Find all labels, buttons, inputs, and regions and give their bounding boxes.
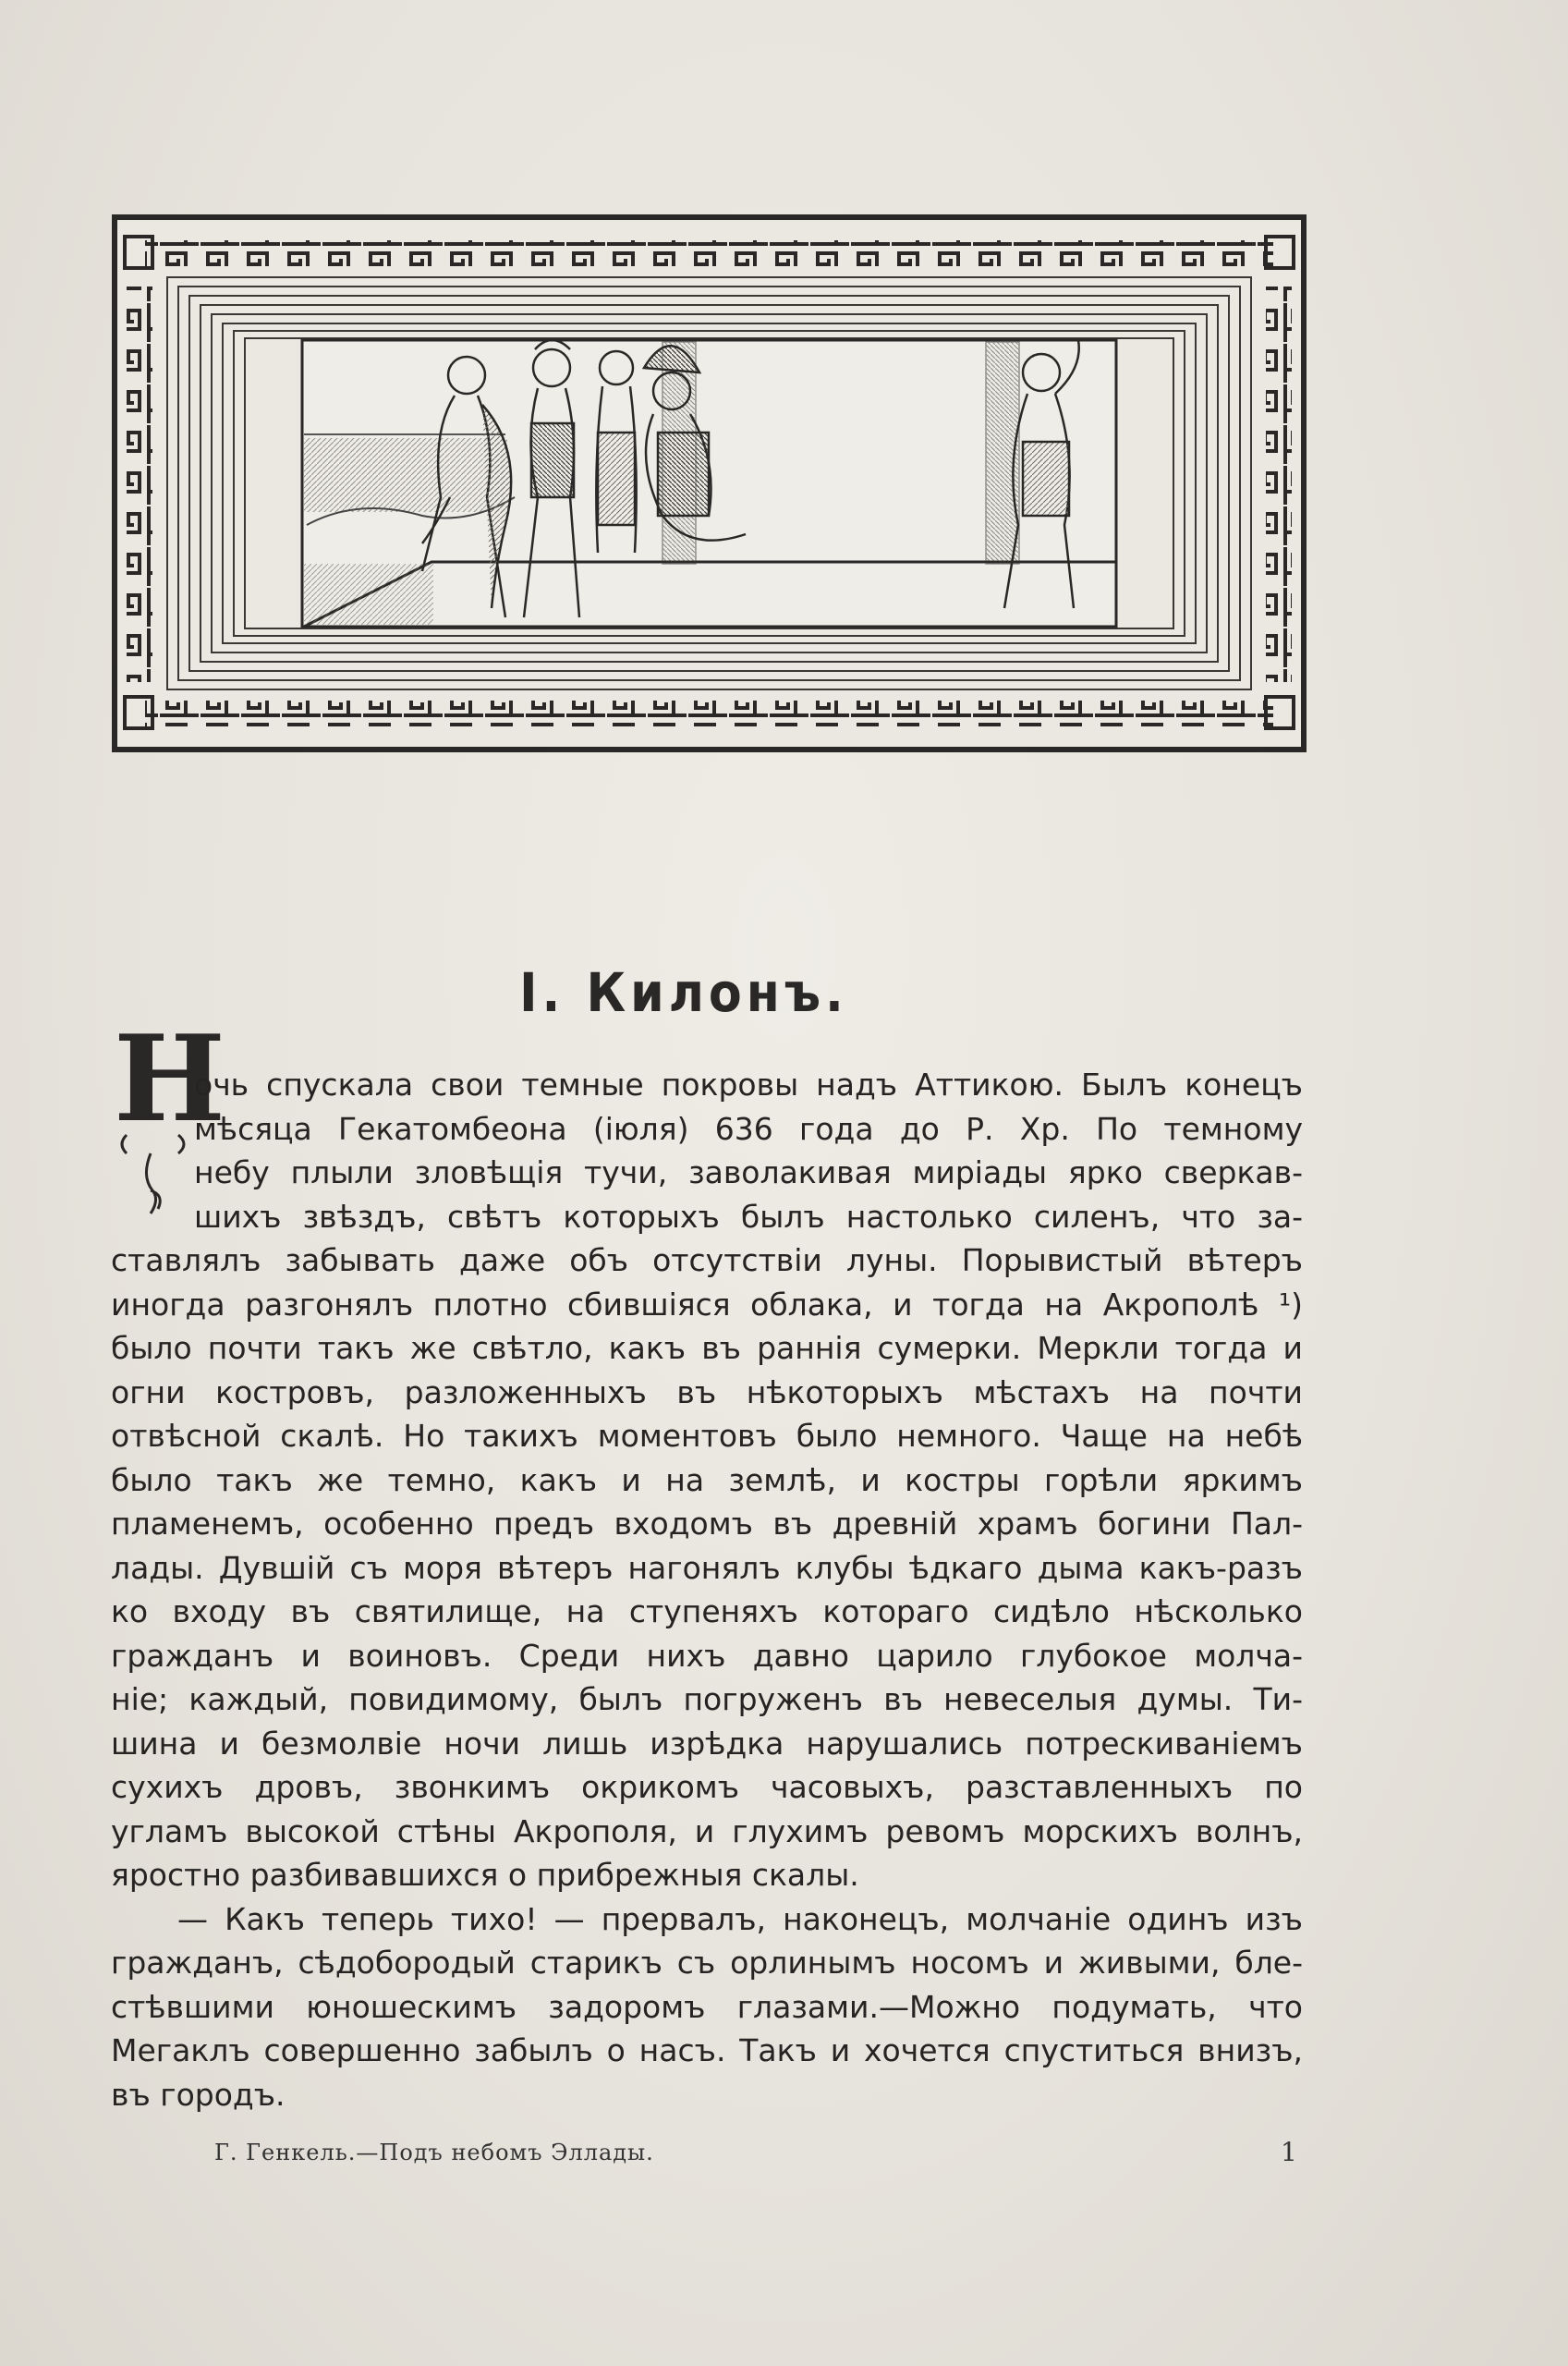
text-line: лады. Дувшій съ моря вѣтеръ нагонялъ клубы ѣдкаго дыма какъ-разъ [111,1549,1303,1586]
running-footer-title: Г. Генкель.—Подъ небомъ Эллады. [214,2140,654,2165]
chapter-body-text [111,1063,1303,2116]
text-line: гражданъ, сѣдобородый старикъ съ орлинымъ носомъ и живыми, бле- [111,1945,1303,1981]
text-line: очь спускала свои темные покровы надъ Аттикою. Былъ конецъ [194,1067,1303,1103]
text-line: въ городъ. [111,2076,286,2113]
text-line: шихъ звѣздъ, свѣтъ которыхъ былъ настолько силенъ, что за- [194,1198,1303,1235]
text-line: ко входу въ святилище, на ступеняхъ котораго сидѣло нѣсколько [111,1593,1303,1629]
text-line: угламъ высокой стѣны Акрополя, и глухимъ ревомъ морскихъ волнъ, [111,1812,1303,1849]
text-line: ставлялъ забывать даже объ отсутствіи луны. Порывистый вѣтеръ [111,1242,1303,1278]
text-line: мѣсяца Гекатомбеона (іюля) 636 года до Р. Хр. По темному [194,1110,1303,1147]
text-line: яростно разбивавшихся о прибрежныя скалы. [111,1857,859,1893]
text-line: было почти такъ же свѣтло, какъ въ раннія сумерки. Меркли тогда и [111,1330,1303,1366]
text-line: иногда разгонялъ плотно сбившіяся облака, и тогда на Акрополѣ ¹) [111,1286,1303,1323]
text-line: огни костровъ, разложенныхъ въ нѣкоторыхъ мѣстахъ на почти [111,1373,1303,1410]
text-line: шина и безмолвіе ночи лишь изрѣдка нарушались потрескиваніемъ [111,1725,1303,1762]
text-line: было такъ же темно, какъ и на землѣ, и костры горѣли яркимъ [111,1461,1303,1498]
drop-cap-letter: Н [114,1010,225,1149]
text-line: сухихъ дровъ, звонкимъ окрикомъ часовыхъ, разставленныхъ по [111,1769,1303,1805]
text-line: отвѣсной скалѣ. Но такихъ моментовъ было немного. Чаще на небѣ [111,1418,1303,1454]
chapter-title: I. Килонъ. [519,961,848,1024]
text-line: гражданъ и воиновъ. Среди нихъ давно царило глубокое молча- [111,1637,1303,1674]
page-number: 1 [1281,2137,1297,2167]
text-line: небу плыли зловѣщія тучи, заволакивая миріады ярко сверкав- [194,1154,1303,1190]
text-line: стѣвшими юношескимъ задоромъ глазами.—Можно подумать, что [111,1988,1303,2025]
text-line: Мегаклъ совершенно забылъ о насъ. Такъ и хочется спуститься внизъ, [111,2032,1303,2068]
text-line: ніе; каждый, повидимому, былъ погруженъ въ невеселыя думы. Ти- [111,1681,1303,1717]
greek-key-border-illustration [117,220,1301,747]
text-line: — Какъ теперь тихо! — прервалъ, наконецъ, молчаніе одинъ изъ [177,1900,1303,1937]
header-illustration-frame [112,214,1307,752]
text-line: пламенемъ, особенно предъ входомъ въ древній храмъ богини Пал- [111,1506,1303,1542]
